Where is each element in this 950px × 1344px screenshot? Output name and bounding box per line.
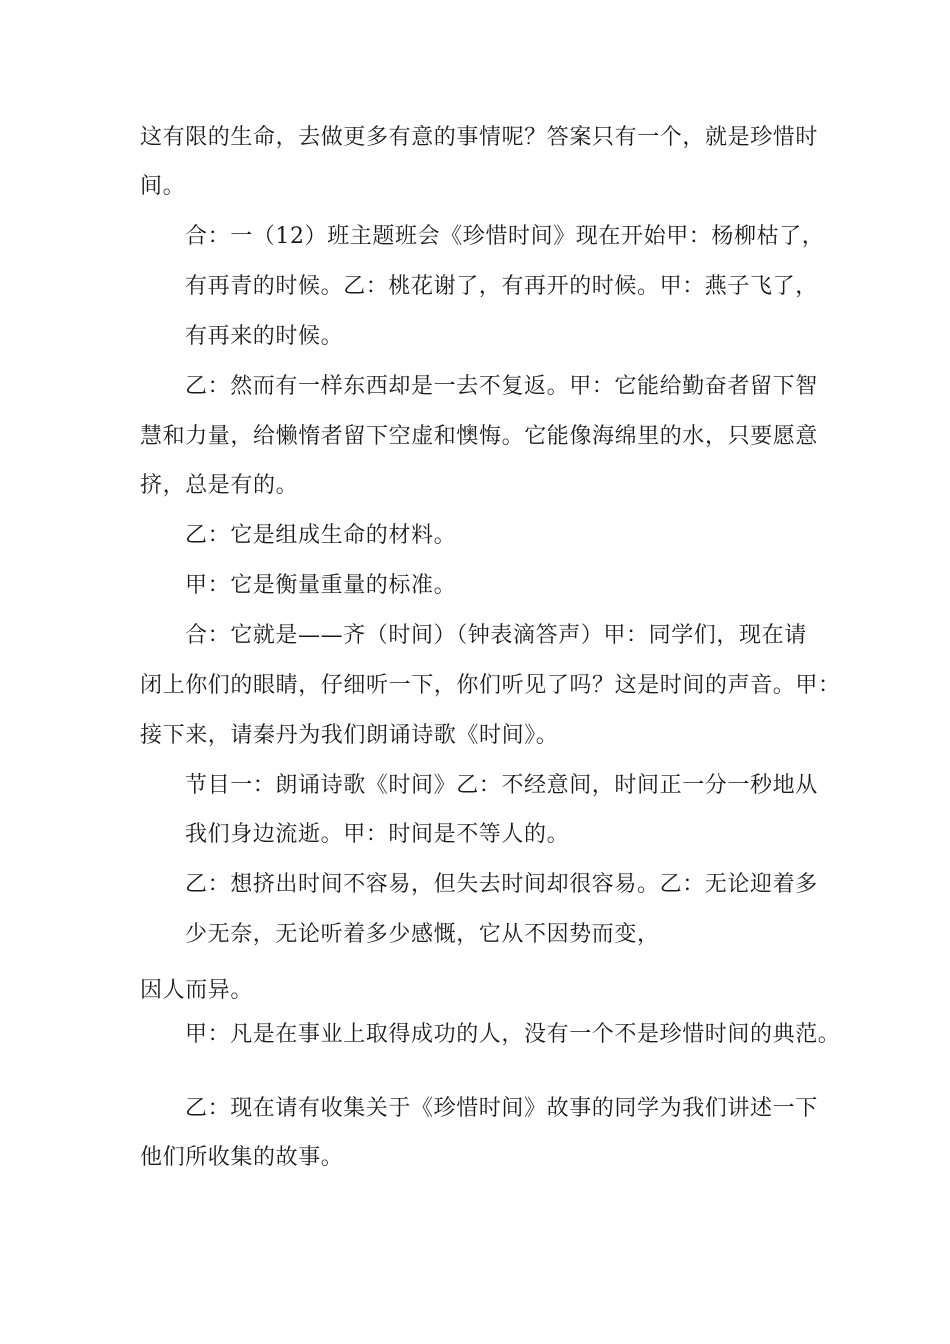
- text-line: 因人而异。: [140, 978, 254, 1003]
- text-line: 这有限的生命，去做更多有意的事情呢？答案只有一个，就是珍惜时: [140, 125, 819, 150]
- text-line: 乙：现在请有收集关于《珍惜时间》故事的同学为我们讲述一下: [185, 1096, 818, 1121]
- text-line: 挤，总是有的。: [140, 473, 299, 498]
- text-line: 合：一（12）班主题班会《珍惜时间》现在开始甲：杨柳枯了，: [185, 224, 825, 249]
- text-line: 甲：它是衡量重量的标准。: [185, 573, 457, 598]
- text-line: 少无奈，无论听着多少感慨，它从不因势而变，: [185, 922, 660, 947]
- text-line: 闭上你们的眼睛，仔细听一下，你们听见了吗？这是时间的声音。甲：: [140, 673, 841, 698]
- text-line: 乙：它是组成生命的材料。: [185, 523, 457, 548]
- text-line: 合：它就是——齐（时间）（钟表滴答声）甲：同学们，现在请: [185, 623, 807, 648]
- text-line: 节目一：朗诵诗歌《时间》乙：不经意间，时间正一分一秒地从: [185, 773, 818, 798]
- text-line: 接下来，请秦丹为我们朗诵诗歌《时间》。: [140, 723, 559, 748]
- text-line: 有再青的时候。乙：桃花谢了，有再开的时候。甲：燕子飞了，: [185, 274, 818, 299]
- text-line: 甲：凡是在事业上取得成功的人，没有一个不是珍惜时间的典范。: [185, 1022, 841, 1047]
- text-line: 乙：然而有一样东西却是一去不复返。甲：它能给勤奋者留下智: [185, 374, 818, 399]
- text-line: 间。: [140, 174, 186, 199]
- text-line: 慧和力量，给懒惰者留下空虚和懊悔。它能像海绵里的水，只要愿意: [140, 424, 819, 449]
- text-line: 我们身边流逝。甲：时间是不等人的。: [185, 822, 570, 847]
- text-line: 乙：想挤出时间不容易，但失去时间却很容易。乙：无论迎着多: [185, 872, 818, 897]
- text-line: 他们所收集的故事。: [140, 1145, 344, 1170]
- text-line: 有再来的时候。: [185, 324, 344, 349]
